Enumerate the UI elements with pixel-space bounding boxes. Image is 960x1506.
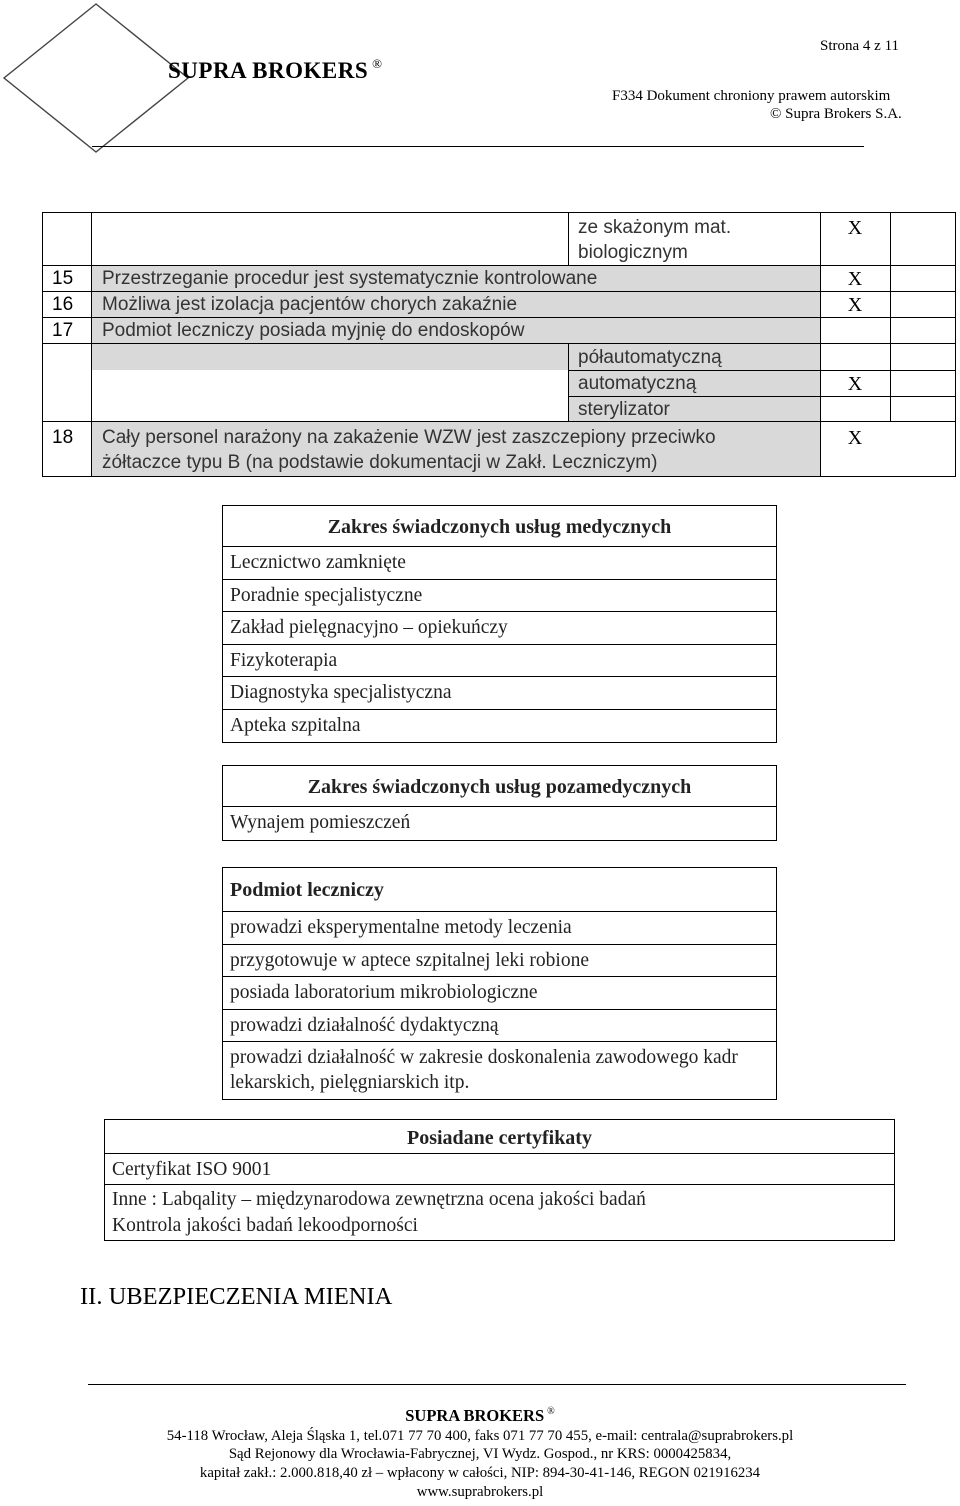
section-heading: II. UBEZPIECZENIA MIENIA [80, 1283, 393, 1310]
certificates-title: Posiadane certyfikaty [105, 1120, 894, 1154]
list-item: prowadzi działalność dydaktyczną [223, 1010, 776, 1043]
row17-text: Podmiot leczniczy posiada myjnię do endoskopów [102, 320, 525, 341]
footer-website: www.suprabrokers.pl [416, 1484, 544, 1500]
page-number: Strona 4 z 11 [820, 38, 900, 54]
row14-text-part2: biologicznym [578, 242, 688, 263]
certificates-box [104, 1119, 895, 1241]
list-item-group [105, 1185, 894, 1240]
checklist-table [42, 212, 956, 477]
row18-text-line1: Cały personel narażony na zakażenie WZW jest zaszczepiony przeciwko [102, 427, 716, 448]
row16-check-mark: X [847, 294, 863, 316]
list-item: Zakład pielęgnacyjno – opiekuńczy [223, 612, 776, 645]
list-item: Fizykoterapia [223, 645, 776, 678]
list-item: Inne : Labqality – międzynarodowa zewnętrzna ocena jakości badań [112, 1189, 646, 1210]
row18-text-line2: żółtaczce typu B (na podstawie dokumentacji w Zakł. Leczniczym) [102, 452, 658, 473]
medical-services-box [222, 505, 777, 743]
row16-number: 16 [52, 294, 74, 315]
list-item: Poradnie specjalistyczne [223, 580, 776, 613]
row15-text: Przestrzeganie procedur jest systematycznie kontrolowane [102, 268, 598, 289]
row17-option-semi-automatic: półautomatyczną [578, 347, 722, 368]
row18-number: 18 [52, 427, 74, 448]
list-item: Wynajem pomieszczeń [230, 812, 411, 833]
copyright-notice: © Supra Brokers S.A. [770, 106, 902, 122]
footer-brand: SUPRA BROKERS ® [405, 1406, 555, 1425]
row17-option-automatic: automatyczną [578, 373, 697, 394]
list-item: Kontrola jakości badań lekoodporności [112, 1214, 418, 1236]
row18-check-mark: X [847, 427, 863, 449]
entity-box [222, 867, 777, 1100]
row15-check-mark: X [847, 268, 863, 290]
list-item: prowadzi działalność w zakresie doskonalenia zawodowego kadr lekarskich, pielęgniarskich itp. [230, 1047, 738, 1093]
footer-court-registration: Sąd Rejonowy dla Wrocławia-Fabrycznej, VI Wydz. Gospod., nr KRS: 0000425834, [228, 1446, 732, 1462]
list-item: Diagnostyka specjalistyczna [223, 677, 776, 710]
header-divider [92, 146, 864, 147]
footer-divider [88, 1384, 906, 1385]
header-brand: SUPRA BROKERS ® [168, 56, 383, 83]
non-medical-services-title: Zakres świadczonych usług pozamedycznych [223, 766, 776, 807]
row14-check-mark: X [847, 217, 863, 239]
row16-text: Możliwa jest izolacja pacjentów chorych zakaźnie [102, 294, 518, 315]
entity-title: Podmiot leczniczy [223, 868, 776, 912]
list-item: Certyfikat ISO 9001 [105, 1154, 894, 1185]
list-item: prowadzi eksperymentalne metody leczenia [223, 912, 776, 945]
footer-capital-info: kapitał zakł.: 2.000.818,40 zł – wpłacony w całości, NIP: 894-30-41-146, REGON 021916234 [199, 1465, 761, 1481]
document-notice: F334 Dokument chroniony prawem autorskim [612, 88, 891, 104]
row17-option-sterilizer: sterylizator [578, 399, 670, 420]
row17-check-mark: X [847, 373, 863, 395]
row14-text-part1: ze skażonym mat. [578, 217, 732, 238]
non-medical-services-box [222, 765, 777, 841]
medical-services-title: Zakres świadczonych usług medycznych [223, 506, 776, 547]
list-item: Lecznictwo zamknięte [223, 547, 776, 580]
list-item: przygotowuje w aptece szpitalnej leki robione [223, 945, 776, 978]
row15-number: 15 [52, 268, 74, 289]
footer-address: 54-118 Wrocław, Aleja Śląska 1, tel.071 77 70 400, faks 071 77 70 455, e-mail: centrala@suprabrokers.pl [166, 1428, 794, 1444]
list-item: Apteka szpitalna [230, 714, 361, 736]
row17-number: 17 [52, 320, 74, 341]
list-item: posiada laboratorium mikrobiologiczne [223, 977, 776, 1010]
